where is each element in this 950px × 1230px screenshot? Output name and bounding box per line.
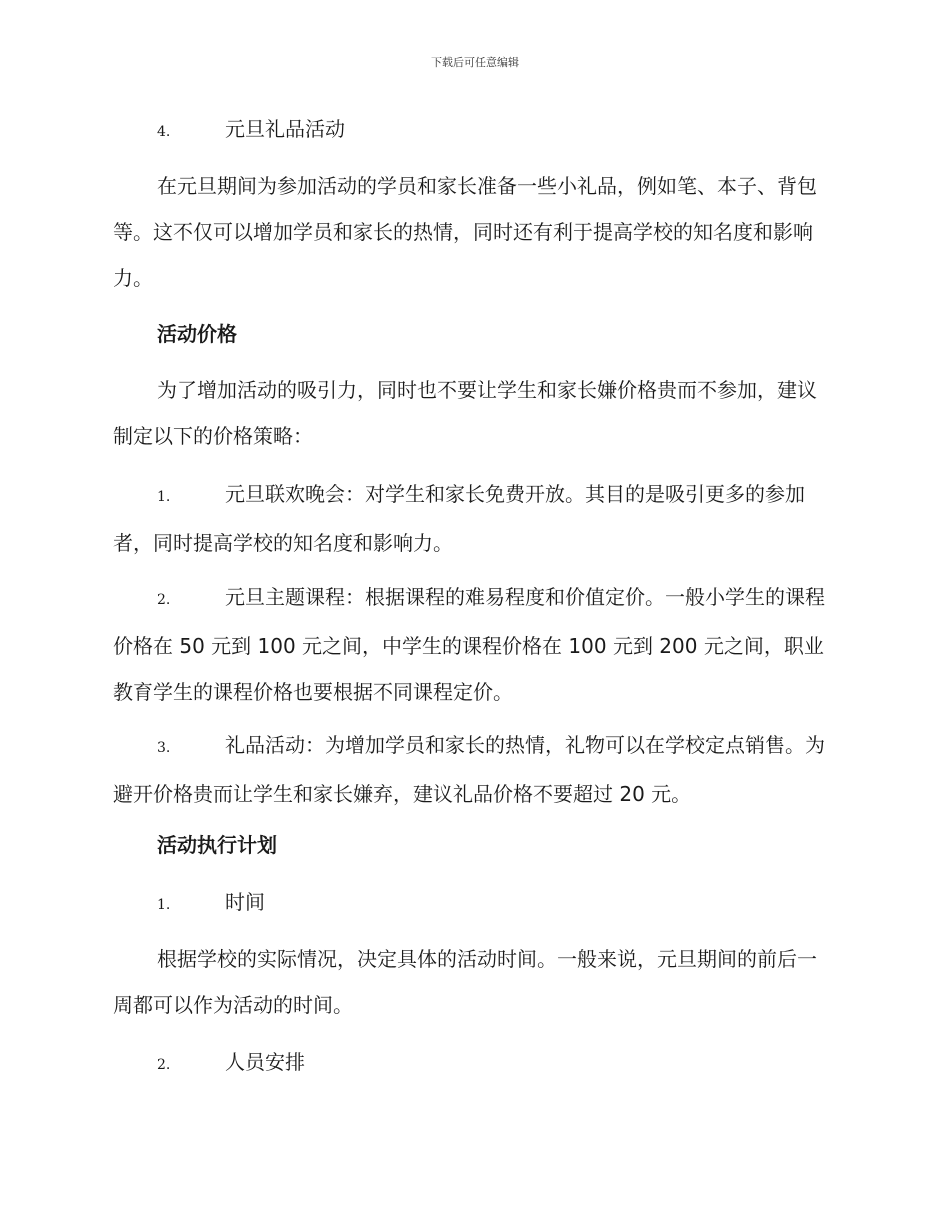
- list-item-staffing: [157, 1048, 305, 1079]
- paragraph-price: [113, 367, 833, 459]
- paragraph-gift: [113, 163, 833, 301]
- list-item-gift-activity: [157, 115, 345, 146]
- list-number: 1.: [157, 897, 171, 913]
- list-title: 人员安排: [225, 1050, 305, 1074]
- price-item-1: [113, 471, 833, 566]
- list-number: 2.: [157, 592, 171, 608]
- price-item-3: [113, 722, 833, 817]
- list-number: 3.: [157, 740, 171, 756]
- list-text: 礼品活动：为增加学员和家长的热情，礼物可以在学校定点销售。为避开价格贵而让学生和家长嫌弃，建议礼品价格不要超过 20 元。: [113, 733, 825, 806]
- section-heading-plan: 活动执行计划: [157, 833, 277, 857]
- list-text: 元旦主题课程：根据课程的难易程度和价值定价。一般小学生的课程价格在 50 元到 100 元之间，中学生的课程价格在 100 元到 200 元之间，职业教育学生的课程价格也要根据不同课程定价。: [113, 585, 825, 704]
- list-item-time: [157, 888, 265, 919]
- paragraph-time: [113, 936, 833, 1028]
- section-heading-price: 活动价格: [157, 322, 237, 346]
- page-header: 下载后可任意编辑: [431, 56, 519, 69]
- list-number: 1.: [157, 489, 171, 505]
- paragraph-text: 根据学校的实际情况，决定具体的活动时间。一般来说，元旦期间的前后一周都可以作为活动的时间。: [113, 947, 817, 1017]
- price-item-2: [113, 574, 833, 715]
- list-title: 时间: [225, 890, 265, 914]
- list-text: 元旦联欢晚会：对学生和家长免费开放。其目的是吸引更多的参加者，同时提高学校的知名度和影响力。: [113, 482, 805, 555]
- paragraph-text: 在元旦期间为参加活动的学员和家长准备一些小礼品，例如笔、本子、背包等。这不仅可以增加学员和家长的热情，同时还有利于提高学校的知名度和影响力。: [113, 174, 817, 290]
- list-title: 元旦礼品活动: [225, 117, 345, 141]
- list-number: 4.: [157, 124, 171, 140]
- paragraph-text: 为了增加活动的吸引力，同时也不要让学生和家长嫌价格贵而不参加，建议制定以下的价格策略：: [113, 378, 817, 448]
- list-number: 2.: [157, 1057, 171, 1073]
